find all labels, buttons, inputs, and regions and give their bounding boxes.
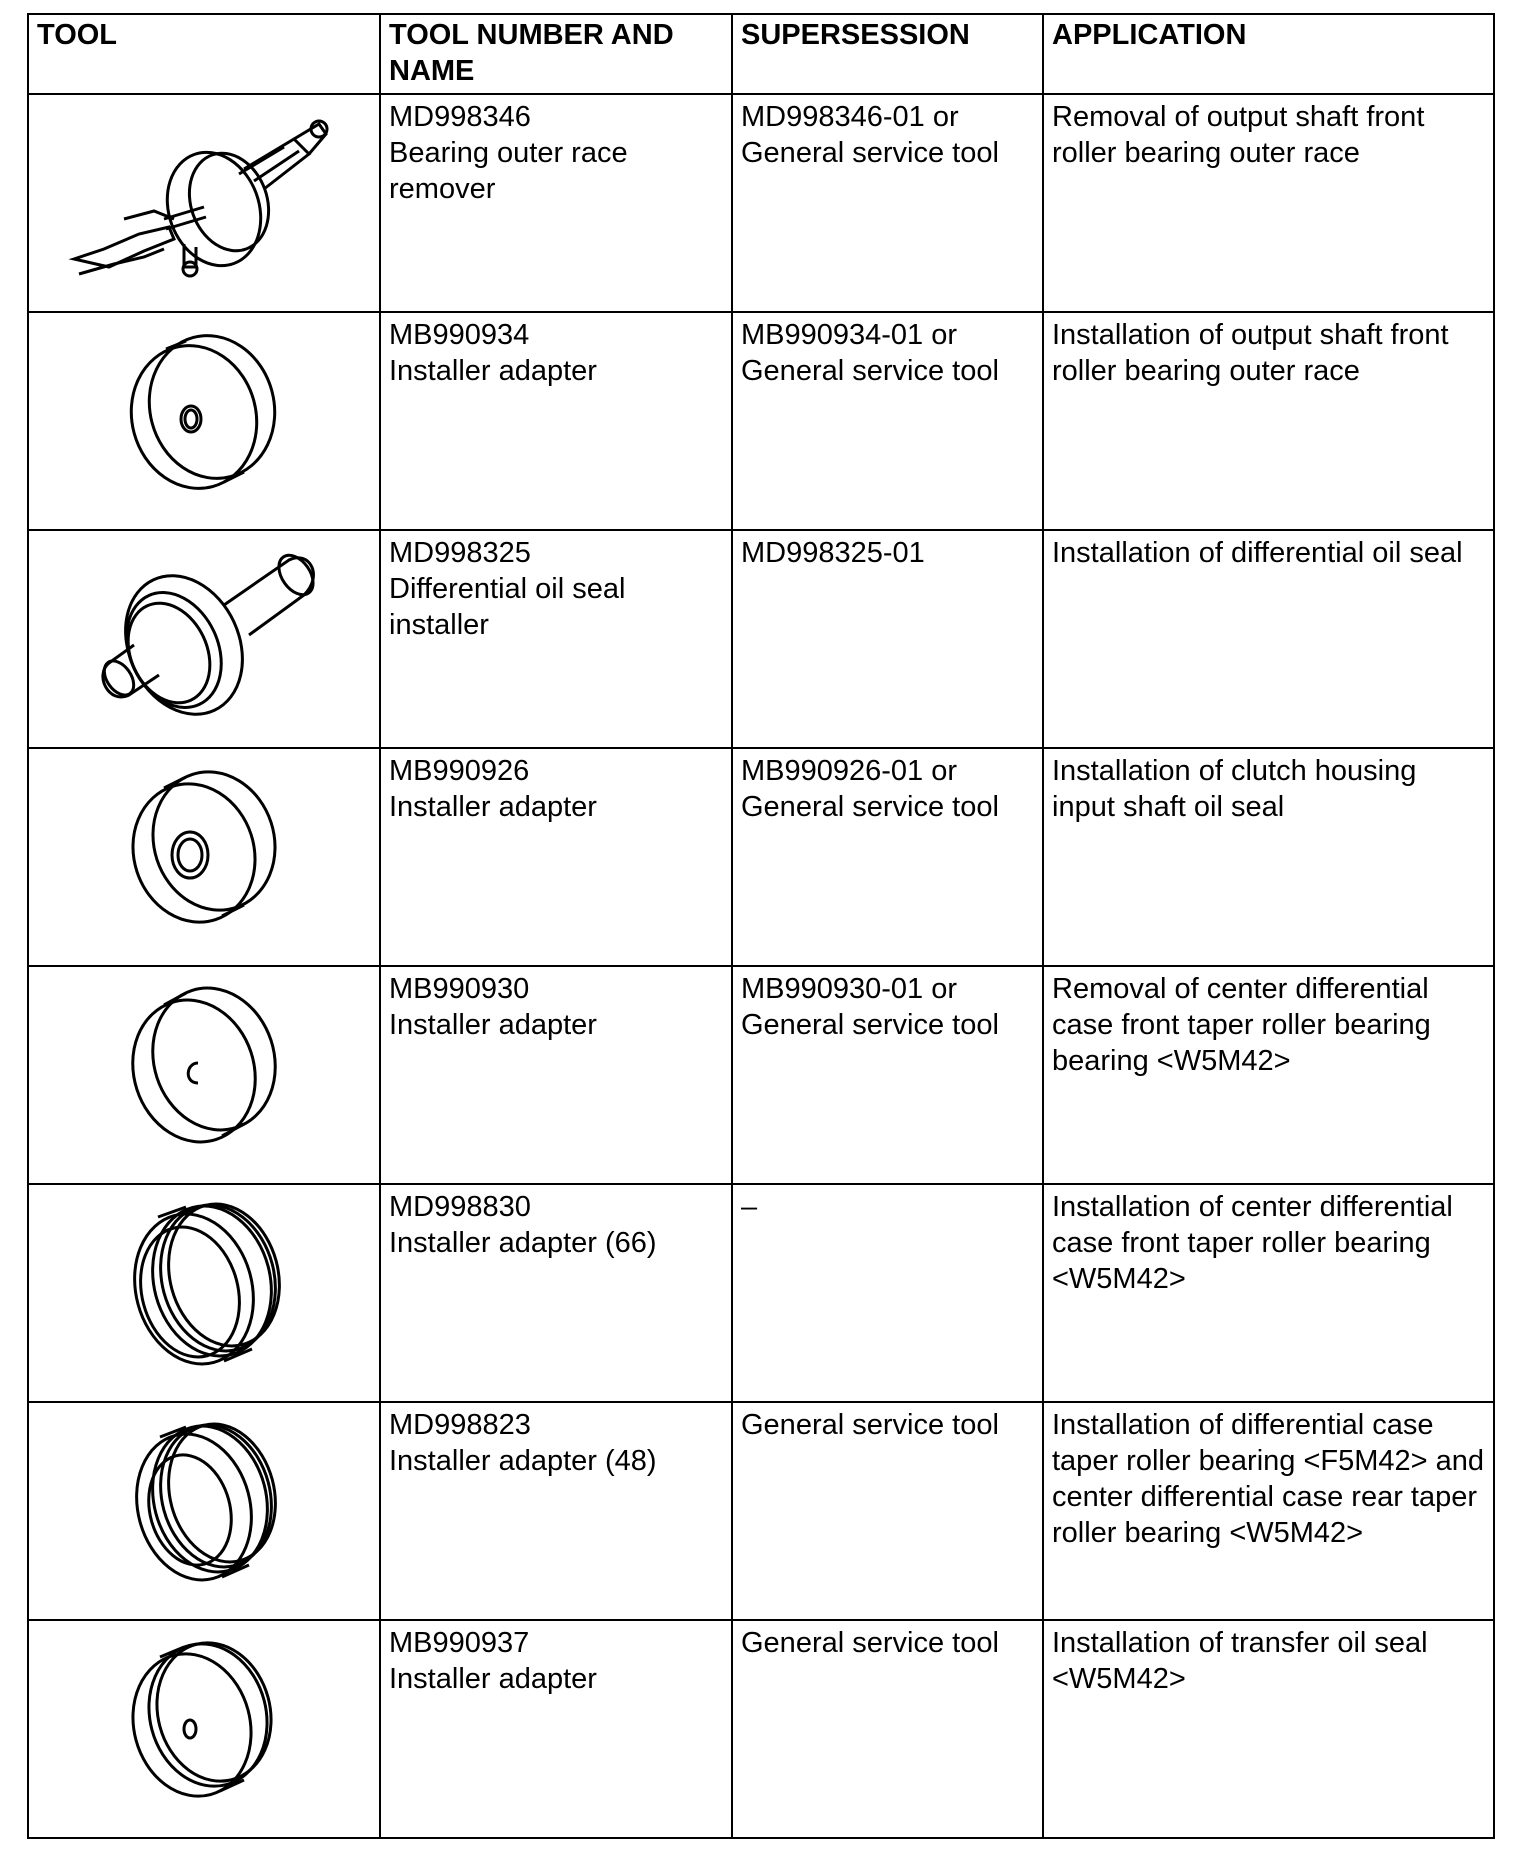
tool-name: Installer adapter	[389, 1663, 597, 1695]
tool-name: Installer adapter	[389, 355, 597, 387]
tool-name: Installer adapter (66)	[389, 1227, 657, 1259]
table-row	[28, 748, 1494, 966]
application-cell: Installation of transfer oil seal <W5M42>	[1043, 1620, 1494, 1838]
supersession-cell: MD998346-01 or General service tool	[732, 94, 1043, 312]
tool-number-and-name	[380, 530, 732, 748]
tool-name: Installer adapter	[389, 1009, 597, 1041]
installer-adapter-ring-icon	[94, 1189, 314, 1379]
tool-name: Differential oil seal installer	[389, 573, 626, 641]
installer-adapter-ring-icon	[94, 1407, 314, 1597]
application-cell: Installation of differential oil seal	[1043, 530, 1494, 748]
supersession-cell: General service tool	[732, 1402, 1043, 1620]
header-tool-number-and-name: TOOL NUMBER AND NAME	[380, 14, 732, 94]
application-cell: Removal of output shaft front roller bearing outer race	[1043, 94, 1494, 312]
tool-number: MD998346	[389, 101, 531, 133]
tool-number: MD998830	[389, 1191, 531, 1223]
tool-number-and-name	[380, 1620, 732, 1838]
tool-image-cell	[28, 94, 380, 312]
tool-number-and-name	[380, 748, 732, 966]
application-cell: Removal of center differential case front taper roller bearing bearing <W5M42>	[1043, 966, 1494, 1184]
installer-adapter-disc-icon	[94, 753, 314, 933]
tool-number-and-name	[380, 94, 732, 312]
tool-number: MB990937	[389, 1627, 530, 1659]
tool-number-and-name	[380, 1402, 732, 1620]
header-supersession: SUPERSESSION	[732, 14, 1043, 94]
supersession-cell: MB990926-01 or General service tool	[732, 748, 1043, 966]
application-cell: Installation of center differential case front taper roller bearing <W5M42>	[1043, 1184, 1494, 1402]
supersession-cell: MB990930-01 or General service tool	[732, 966, 1043, 1184]
header-row	[28, 14, 1494, 94]
header-application: APPLICATION	[1043, 14, 1494, 94]
tool-name: Installer adapter	[389, 791, 597, 823]
tool-image-cell	[28, 1402, 380, 1620]
tool-number: MB990930	[389, 973, 530, 1005]
installer-adapter-disc-icon	[94, 317, 314, 497]
tool-image-cell	[28, 966, 380, 1184]
table-row	[28, 1620, 1494, 1838]
installer-adapter-disc-icon	[94, 971, 314, 1151]
tool-image-cell	[28, 748, 380, 966]
supersession-cell: MB990934-01 or General service tool	[732, 312, 1043, 530]
tool-number: MD998325	[389, 537, 531, 569]
tool-image-cell	[28, 530, 380, 748]
table-row	[28, 1184, 1494, 1402]
tool-name: Bearing outer race remover	[389, 137, 628, 205]
tool-number-and-name	[380, 312, 732, 530]
tool-number-and-name	[380, 966, 732, 1184]
application-cell: Installation of output shaft front roller bearing outer race	[1043, 312, 1494, 530]
tool-number: MD998823	[389, 1409, 531, 1441]
bearing-outer-race-remover-icon	[64, 99, 344, 299]
application-cell: Installation of differential case taper roller bearing <F5M42> and center differential case rear taper roller bearing <W5M42>	[1043, 1402, 1494, 1620]
application-cell: Installation of clutch housing input shaft oil seal	[1043, 748, 1494, 966]
tool-image-cell	[28, 1184, 380, 1402]
tool-number-and-name	[380, 1184, 732, 1402]
table-row	[28, 312, 1494, 530]
tool-number: MB990934	[389, 319, 530, 351]
supersession-cell: MD998325-01	[732, 530, 1043, 748]
supersession-cell: –	[732, 1184, 1043, 1402]
tool-image-cell	[28, 1620, 380, 1838]
table-row	[28, 1402, 1494, 1620]
installer-adapter-disc-icon	[94, 1625, 314, 1805]
table-row	[28, 966, 1494, 1184]
table-row	[28, 530, 1494, 748]
tool-name: Installer adapter (48)	[389, 1445, 657, 1477]
tool-number: MB990926	[389, 755, 530, 787]
header-tool: TOOL	[28, 14, 380, 94]
tool-image-cell	[28, 312, 380, 530]
special-tools-table	[27, 13, 1495, 1839]
table-row	[28, 94, 1494, 312]
supersession-cell: General service tool	[732, 1620, 1043, 1838]
oil-seal-installer-icon	[74, 535, 334, 725]
